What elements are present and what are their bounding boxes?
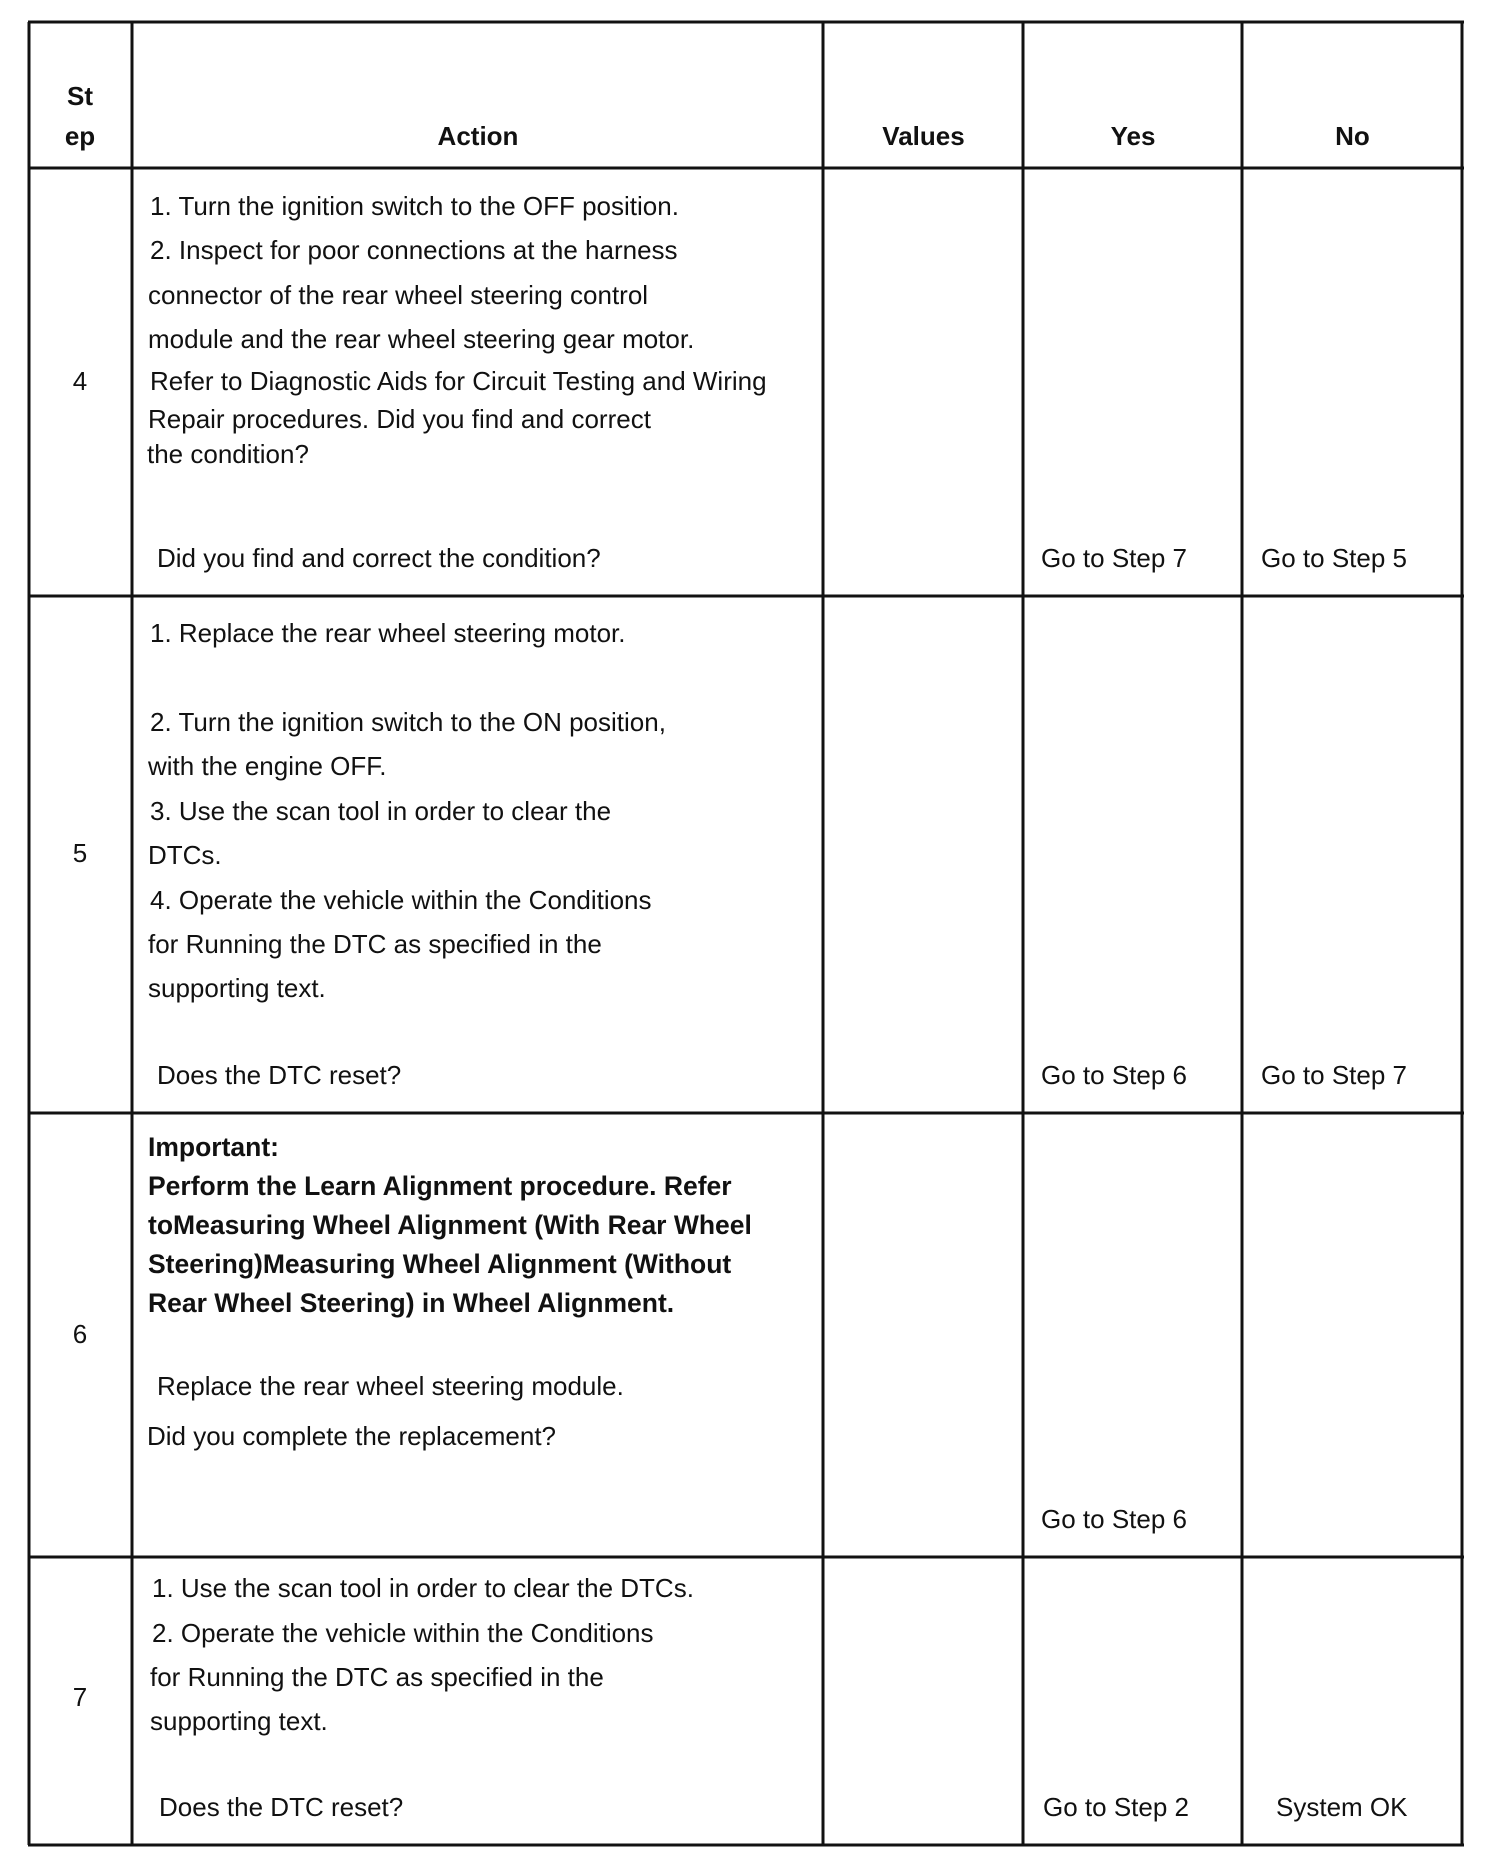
important-line: toMeasuring Wheel Alignment (With Rear Wheel [148, 1210, 752, 1240]
action-line: with the engine OFF. [148, 751, 387, 781]
yes-result: Go to Step 2 [1043, 1792, 1189, 1822]
action-question: Did you find and correct the condition? [157, 543, 601, 573]
important-line: Perform the Learn Alignment procedure. Refer [148, 1171, 732, 1201]
action-line: 2. Operate the vehicle within the Conditions [152, 1618, 654, 1648]
step-number: 4 [72, 366, 88, 396]
no-result: Go to Step 7 [1261, 1060, 1407, 1090]
action-line: for Running the DTC as specified in the [150, 1662, 604, 1692]
action-line: 4. Operate the vehicle within the Conditions [150, 885, 652, 915]
step-number: 5 [72, 838, 88, 868]
action-line: Replace the rear wheel steering module. [157, 1371, 624, 1401]
no-result: System OK [1276, 1792, 1408, 1822]
header-action: Action [437, 121, 519, 151]
action-line: 1. Replace the rear wheel steering motor. [150, 618, 626, 648]
important-line: Steering)Measuring Wheel Alignment (Without [148, 1249, 732, 1279]
important-label: Important: [148, 1132, 280, 1162]
action-line: connector of the rear wheel steering control [148, 280, 649, 310]
no-result: Go to Step 5 [1261, 543, 1407, 573]
action-line: module and the rear wheel steering gear motor. [148, 324, 695, 354]
action-line: 1. Turn the ignition switch to the OFF position. [150, 191, 679, 221]
action-line: Refer to Diagnostic Aids for Circuit Testing and Wiring [150, 366, 767, 396]
header-step-line1: St [67, 81, 93, 111]
action-line: 2. Inspect for poor connections at the harness [150, 235, 678, 265]
action-line: the condition? [147, 439, 309, 469]
yes-result: Go to Step 6 [1041, 1504, 1187, 1534]
yes-result: Go to Step 6 [1041, 1060, 1187, 1090]
action-line: 2. Turn the ignition switch to the ON position, [150, 707, 666, 737]
action-question: Does the DTC reset? [159, 1792, 404, 1822]
yes-result: Go to Step 7 [1041, 543, 1187, 573]
action-line: supporting text. [150, 1706, 328, 1736]
step-number: 7 [72, 1682, 88, 1712]
action-line: Did you complete the replacement? [147, 1421, 557, 1451]
header-yes: Yes [1110, 121, 1156, 151]
action-question: Does the DTC reset? [157, 1060, 402, 1090]
action-line: supporting text. [148, 973, 326, 1003]
action-line: 1. Use the scan tool in order to clear the DTCs. [152, 1573, 694, 1603]
header-no: No [1335, 121, 1370, 151]
step-number: 6 [72, 1319, 88, 1349]
action-line: for Running the DTC as specified in the [148, 929, 602, 959]
action-line: DTCs. [148, 840, 222, 870]
action-line: 3. Use the scan tool in order to clear the [150, 796, 612, 826]
action-line: Repair procedures. Did you find and correct [148, 404, 651, 434]
important-line: Rear Wheel Steering) in Wheel Alignment. [148, 1288, 675, 1318]
header-step-line2: ep [64, 121, 96, 151]
header-values: Values [882, 121, 965, 151]
